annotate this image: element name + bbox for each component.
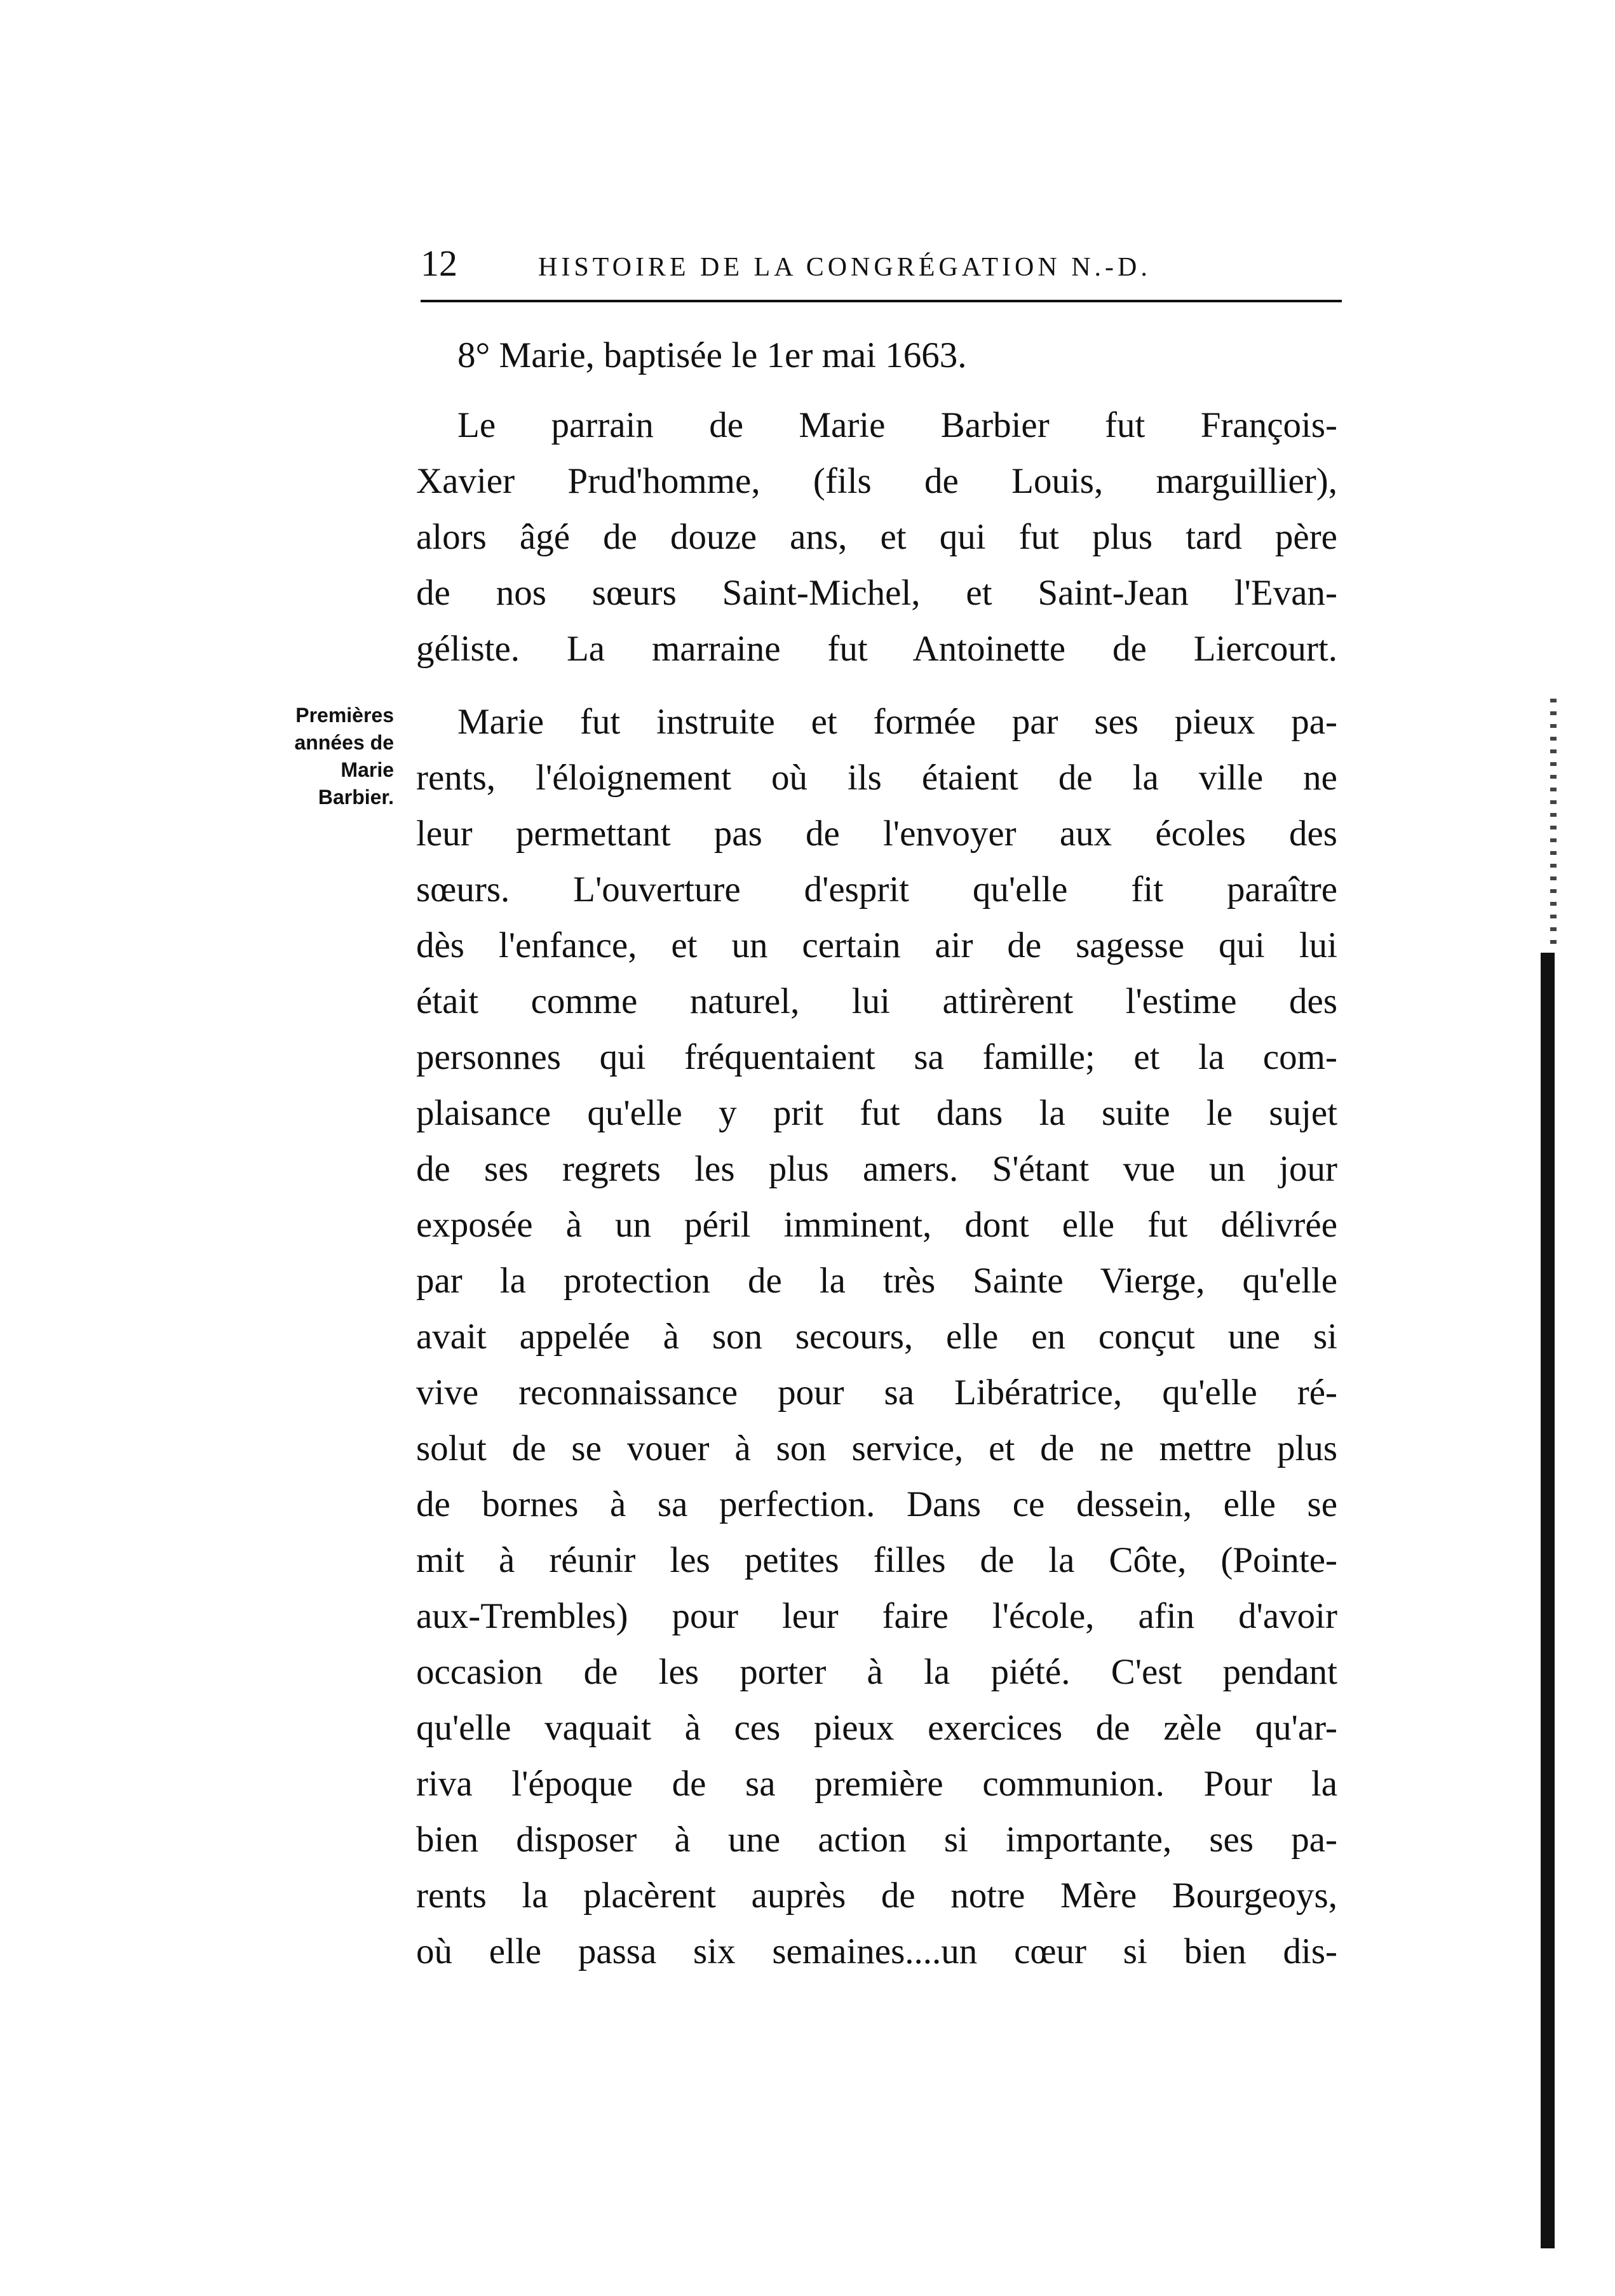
text-line: exposée à un péril imminent, dont elle fut délivrée [416,1205,1337,1245]
page-header [421,235,1342,292]
text-line: solut de se vouer à son service, et de ne mettre plus [416,1428,1337,1468]
scan-edge-speckle [1550,699,1557,953]
text-line: Xavier Prud'homme, (fils de Louis, marguillier), [416,461,1337,501]
text-line: de bornes à sa perfection. Dans ce dessein, elle se [416,1484,1337,1524]
text-line: Marie fut instruite et formée par ses pieux pa- [457,702,1337,742]
text-line: sœurs. L'ouverture d'esprit qu'elle fit paraître [416,869,1337,910]
text-line: par la protection de la très Sainte Vierge, qu'elle [416,1261,1337,1301]
text-line: était comme naturel, lui attirèrent l'estime des [416,981,1337,1021]
running-title: HISTOIRE DE LA CONGRÉGATION N.-D. [538,253,1151,282]
text-line: aux-Trembles) pour leur faire l'école, afin d'avoir [416,1596,1337,1636]
margin-note-line: années de [294,731,394,754]
text-line: dès l'enfance, et un certain air de sagesse qui lui [416,925,1337,965]
text-line: leur permettant pas de l'envoyer aux écoles des [416,814,1337,854]
text-line: bien disposer à une action si importante, ses pa- [416,1820,1337,1860]
text-line: de nos sœurs Saint-Michel, et Saint-Jean l'Evan- [416,573,1337,613]
text-line: riva l'époque de sa première communion. Pour la [416,1764,1337,1804]
text-line: avait appelée à son secours, elle en conçut une si [416,1317,1337,1357]
text-line: mit à réunir les petites filles de la Côte, (Pointe- [416,1540,1337,1580]
margin-note-line: Barbier. [318,786,394,809]
text-line: occasion de les porter à la piété. C'est pendant [416,1652,1337,1692]
text-line: rents, l'éloignement où ils étaient de la ville ne [416,758,1337,798]
text-line: Le parrain de Marie Barbier fut François- [457,405,1337,445]
text-line: qu'elle vaquait à ces pieux exercices de zèle qu'ar- [416,1708,1337,1748]
text-line: plaisance qu'elle y prit fut dans la suite le sujet [416,1093,1337,1133]
text-line: où elle passa six semaines....un cœur si bien dis- [416,1931,1337,1971]
scan-edge-mark [1541,953,1555,2248]
page-number: 12 [421,243,457,284]
text-line: vive reconnaissance pour sa Libératrice, qu'elle ré- [416,1373,1337,1413]
text-line: de ses regrets les plus amers. S'étant vue un jour [416,1149,1337,1189]
text-line: personnes qui fréquentaient sa famille; et la com- [416,1037,1337,1077]
text-line: 8° Marie, baptisée le 1er mai 1663. [457,335,967,375]
text-line: géliste. La marraine fut Antoinette de Liercourt. [416,629,1337,669]
text-line: alors âgé de douze ans, et qui fut plus tard père [416,517,1337,557]
text-line: rents la placèrent auprès de notre Mère Bourgeoys, [416,1876,1337,1916]
header-rule [421,300,1342,302]
margin-note-line: Marie [341,758,394,781]
margin-note [267,702,394,811]
margin-note-line: Premières [295,704,394,727]
